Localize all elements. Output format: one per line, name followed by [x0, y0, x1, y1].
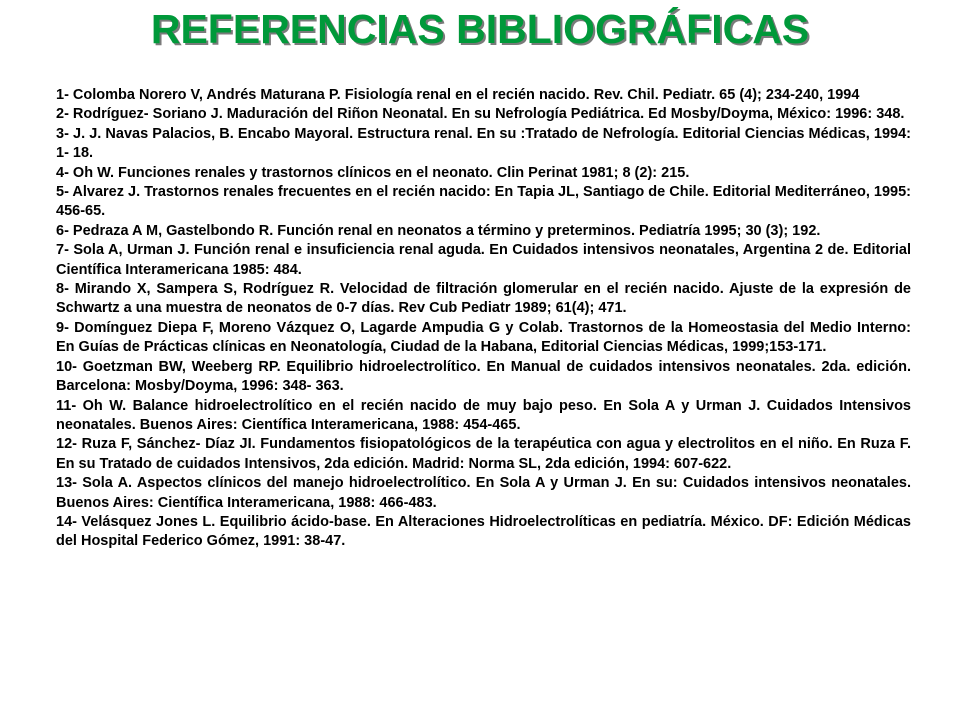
reference-item: 1- Colomba Norero V, Andrés Maturana P. Fisiología renal en el recién nacido. Rev. Chil. Pediatr. 65 (4); 234-240, 1994 — [56, 87, 860, 103]
reference-item: 10- Goetzman BW, Weeberg RP. Equilibrio hidroelectrolítico. En Manual de cuidados intensivos neonatales. 2da. edición. Barcelona: Mosby/Doyma, 1996: 348- 363. — [56, 358, 911, 395]
reference-item: 14- Velásquez Jones L. Equilibrio ácido-base. En Alteraciones Hidroelectrolíticas en pediatría. México. DF: Edición Médicas del Hospital Federico Gómez, 1991: 38-47. — [56, 513, 911, 550]
page-title: REFERENCIAS BIBLIOGRÁFICAS — [150, 6, 810, 52]
reference-item: 2- Rodríguez- Soriano J. Maduración del Riñon Neonatal. En su Nefrología Pediátrica. Ed Mosby/Doyma, México: 1996: 348. — [56, 106, 905, 123]
reference-item: 11- Oh W. Balance hidroelectrolítico en el recién nacido de muy bajo peso. En Sola A y Urman J. Cuidados Intensivos neonatales. Buenos Aires: Científica Interamericana, 1988: 454-465. — [56, 397, 911, 433]
reference-item: 13- Sola A. Aspectos clínicos del manejo hidroelectrolítico. En Sola A y Urman J. En su: Cuidados intensivos neonatales. Buenos Aires: Científica Interamericana, 1988: 466-483. — [56, 475, 911, 511]
reference-item: 3- J. J. Navas Palacios, B. Encabo Mayoral. Estructura renal. En su :Tratado de Nefrología. Editorial Ciencias Médicas, 1994: 1- 18. — [56, 125, 911, 162]
reference-item: 9- Domínguez Diepa F, Moreno Vázquez O, Lagarde Ampudia G y Colab. Trastornos de la Homeostasia del Medio Interno: En Guías de Prácticas clínicas en Neonatología, Ciudad de la Habana, Editorial Ciencias Médicas, 1999;153-171. — [56, 319, 911, 356]
reference-item: 8- Mirando X, Sampera S, Rodríguez R. Velocidad de filtración glomerular en el recién nacido. Ajuste de la expresión de Schwartz a una muestra de neonatos de 0-7 días. Rev Cub Pediatr 1989; 61(4); 471. — [56, 281, 911, 317]
reference-item: 6- Pedraza A M, Gastelbondo R. Función renal en neonatos a término y preterminos. Pediatría 1995; 30 (3); 192. — [56, 222, 821, 239]
reference-item: 4- Oh W. Funciones renales y trastornos clínicos en el neonato. Clin Perinat 1981; 8 (2): 215. — [56, 164, 690, 181]
reference-item: 5- Alvarez J. Trastornos renales frecuentes en el recién nacido: En Tapia JL, Santiago de Chile. Editorial Mediterráneo, 1995: 456-65. — [56, 184, 911, 220]
reference-item: 7- Sola A, Urman J. Función renal e insuficiencia renal aguda. En Cuidados intensivos neonatales, Argentina 2 de. Editorial Científica Interamericana 1985: 484. — [56, 242, 911, 278]
reference-list — [56, 86, 911, 552]
reference-item: 12- Ruza F, Sánchez- Díaz JI. Fundamentos fisiopatológicos de la terapéutica con agua y electrolitos en el niño. En Ruza F. En su Tratado de cuidados Intensivos, 2da edición. Madrid: Norma SL, 2da edición, 1994: 607-622. — [56, 436, 911, 472]
